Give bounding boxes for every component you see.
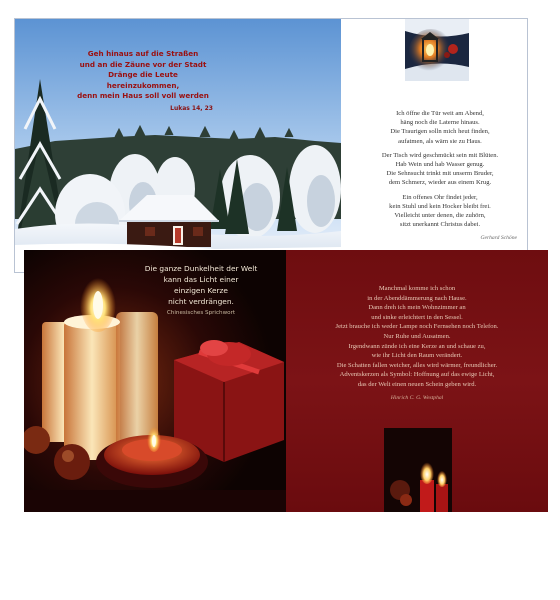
poem-line: Hab Wein und hab Wasser genug.: [395, 161, 485, 169]
poem-line: Die Traurigen solln mich heut finden,: [390, 128, 490, 136]
poem-stanza: [355, 109, 525, 146]
poem-author: Hinrich C. G. Westphal: [390, 394, 444, 401]
winter-cabin-image: [15, 19, 341, 256]
poem-line: Ein offenes Ohr findet jeder,: [402, 193, 478, 201]
poem-line: Ich öffne die Tür weit am Abend,: [396, 110, 484, 117]
proverb-line: nicht verdrängen.: [168, 297, 234, 306]
proverb: [136, 263, 266, 319]
small-candle-photo: [384, 428, 452, 512]
poem-author: Gerhard Schöne: [480, 235, 517, 242]
poem-advent: [306, 284, 528, 403]
verse-line: Dränge die Leute hereinzukommen,: [106, 70, 180, 90]
poem-line: Die Schatten fallen weicher, alles wird wärmer, freundlicher.: [336, 361, 498, 369]
poem-stanza: [355, 151, 525, 188]
verse-line: denn mein Haus soll voll werden: [77, 91, 209, 101]
proverb-line: kann das Licht einer: [163, 275, 239, 284]
poem-line: wie ihr Licht den Raum verändert.: [371, 352, 463, 360]
card-candles: [24, 250, 548, 512]
poem-line: und sinke erleichtert in den Sessel.: [371, 313, 463, 321]
bible-verse: [73, 49, 213, 115]
poem-line: Die Sehnsucht trinkt mit unserm Bruder,: [386, 170, 494, 178]
poem-line: kein Stuhl und kein Hocker bleibt frei.: [389, 202, 491, 210]
poem-page: [286, 250, 548, 512]
poem-line: häng noch die Laterne hinaus.: [400, 119, 480, 127]
poem-line: Dann dreh ich mein Wohnzimmer an: [368, 304, 466, 312]
poem-line: Der Tisch wird geschmückt sein mit Blüten.: [381, 151, 499, 159]
verse-reference: Lukas 14, 23: [170, 104, 213, 112]
poem-line: Nur Ruhe und Ausatmen.: [383, 332, 451, 340]
poem-line: das der Welt einen neuen Schein geben wird.: [357, 380, 477, 388]
candle-photo: [24, 250, 286, 512]
poem-line: Vielleicht unter denen, die zuhörn,: [394, 212, 486, 220]
poem-line: Adventskerzen als Symbol: Hoffnung auf das ewige Licht,: [339, 371, 495, 379]
proverb-line: einzigen Kerze: [174, 286, 228, 295]
lantern-photo: [405, 19, 469, 81]
proverb-source: Chinesisches Sprichwort: [166, 310, 236, 316]
poem-line: dem Schmerz, wieder aus einem Krug.: [388, 179, 492, 187]
poem-line: Irgendwann zünde ich eine Kerze an und schaue zu,: [348, 342, 486, 350]
card-winter: [14, 18, 528, 273]
poem-line: in der Abenddämmerung nach Hause.: [367, 294, 467, 302]
poem-line: sitzt unerkannt Christus dabei.: [399, 221, 481, 229]
poem-line: Manchmal komme ich schon: [378, 285, 456, 292]
verse-line: Geh hinaus auf die Straßen: [87, 49, 199, 58]
poem-open-door: [355, 109, 525, 244]
verse-line: und an die Zäune vor der Stadt: [79, 59, 207, 69]
poem-line: aufatmen, als wärn sie zu Haus.: [398, 137, 482, 145]
poem-stanza: [355, 193, 525, 230]
proverb-line: Die ganze Dunkelheit der Welt: [144, 264, 258, 273]
poem-line: Jetzt brauche ich weder Lampe noch Fernsehen noch Telefon.: [335, 323, 499, 331]
